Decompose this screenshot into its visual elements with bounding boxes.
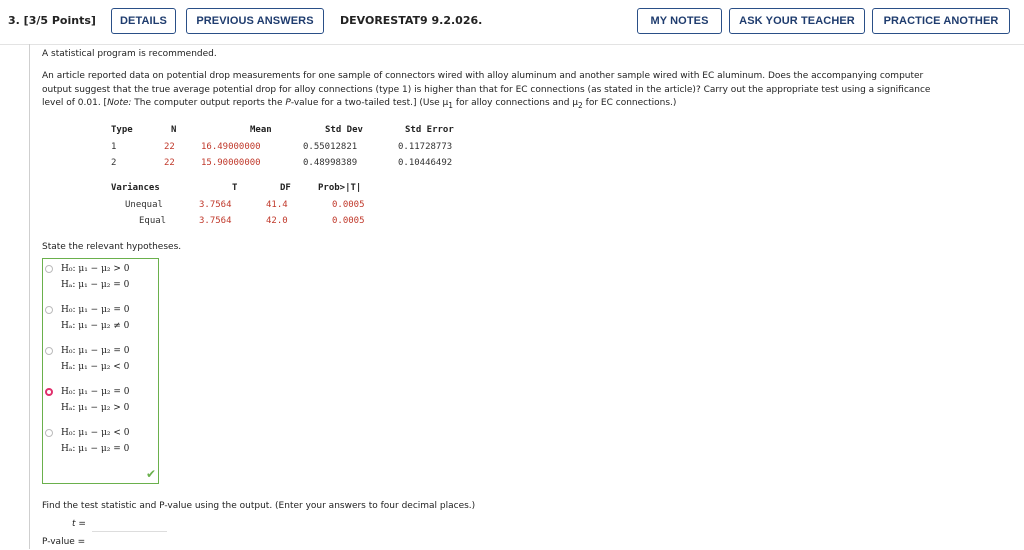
- col-header-prob: Prob>|T|: [318, 183, 362, 193]
- radio-button[interactable]: [45, 265, 53, 273]
- my-notes-button[interactable]: MY NOTES: [637, 8, 722, 34]
- alt-hypothesis: Hₐ: μ₁ − μ₂ ≠ 0: [61, 321, 130, 331]
- t-input[interactable]: [92, 531, 167, 532]
- radio-button[interactable]: [45, 306, 53, 314]
- col-header-std-dev: Std Dev: [325, 125, 363, 135]
- null-hypothesis: H₀: μ₁ − μ₂ = 0: [61, 387, 130, 397]
- table-cell: 3.7564: [199, 216, 232, 226]
- table-cell: 22: [164, 142, 175, 152]
- col-header-variances: Variances: [111, 183, 160, 193]
- t-label: t =: [72, 519, 86, 529]
- details-button[interactable]: DETAILS: [111, 8, 176, 34]
- radio-button[interactable]: [45, 347, 53, 355]
- col-header-df: DF: [280, 183, 291, 193]
- table-cell: 41.4: [266, 200, 288, 210]
- col-header-t: T: [232, 183, 238, 193]
- col-header-mean: Mean: [250, 125, 272, 135]
- table-cell: 1: [111, 142, 117, 152]
- table-cell: 0.10446492: [398, 158, 453, 168]
- pvalue-label: P-value =: [42, 537, 86, 547]
- hypotheses-prompt: State the relevant hypotheses.: [42, 242, 182, 252]
- alt-hypothesis: Hₐ: μ₁ − μ₂ = 0: [61, 444, 130, 454]
- prompt-text: -value for a two-tailed test.] (Use μ: [290, 98, 449, 108]
- intro-text: A statistical program is recommended.: [42, 49, 217, 59]
- table-cell: Equal: [139, 216, 167, 226]
- prompt-line-3: [42, 97, 1017, 112]
- col-header-std-error: Std Error: [405, 125, 454, 135]
- table-cell: 0.55012821: [303, 142, 358, 152]
- subscript: 1: [448, 100, 454, 110]
- col-header-n: N: [171, 125, 177, 135]
- prompt-line-1: An article reported data on potential drop measurements for one sample of connectors wired with alloy aluminum and another sample wired with EC aluminum. Does the accompanying computer: [42, 71, 924, 81]
- question-prompt: [42, 70, 1017, 112]
- null-hypothesis: H₀: μ₁ − μ₂ < 0: [61, 428, 130, 438]
- table-cell: 0.0005: [332, 216, 365, 226]
- find-prompt: Find the test statistic and P-value using the output. (Enter your answers to four decimal places.): [42, 501, 476, 511]
- practice-another-button[interactable]: PRACTICE ANOTHER: [872, 8, 1010, 34]
- table-cell: 42.0: [266, 216, 288, 226]
- table-cell: 0.0005: [332, 200, 365, 210]
- previous-answers-button[interactable]: PREVIOUS ANSWERS: [186, 8, 324, 34]
- correct-check-icon: ✔: [146, 467, 157, 481]
- prompt-text: for EC connections.): [582, 98, 677, 108]
- question-header: [0, 0, 1024, 45]
- null-hypothesis: H₀: μ₁ − μ₂ = 0: [61, 346, 130, 356]
- prompt-line-2: output suggest that the true average potential drop for alloy connections (type 1) is higher than that for EC connections (as stated in the article)? Carry out the appropriate test using a significance: [42, 84, 931, 95]
- hypotheses-options: [42, 258, 159, 484]
- prompt-text: level of 0.01. [: [42, 98, 108, 108]
- table-cell: 3.7564: [199, 200, 232, 210]
- null-hypothesis: H₀: μ₁ − μ₂ = 0: [61, 305, 130, 315]
- radio-button[interactable]: [45, 429, 53, 437]
- alt-hypothesis: Hₐ: μ₁ − μ₂ < 0: [61, 362, 130, 372]
- alt-hypothesis: Hₐ: μ₁ − μ₂ > 0: [61, 403, 130, 413]
- question-number: 3. [3/5 Points]: [8, 14, 96, 27]
- subscript: 2: [578, 100, 583, 110]
- question-body: [29, 44, 1024, 549]
- table-cell: 16.49000000: [201, 142, 261, 152]
- table-cell: 2: [111, 158, 117, 168]
- prompt-text: for alloy connections and μ: [453, 98, 579, 108]
- question-code: DEVORESTAT9 9.2.026.: [340, 14, 483, 27]
- note-label: Note:: [107, 98, 132, 108]
- p-symbol: P: [285, 98, 291, 108]
- null-hypothesis: H₀: μ₁ − μ₂ > 0: [61, 264, 130, 274]
- table-cell: 22: [164, 158, 175, 168]
- table-cell: Unequal: [125, 200, 163, 210]
- table-cell: 0.48998389: [303, 158, 358, 168]
- table-cell: 15.90000000: [201, 158, 261, 168]
- radio-button-selected[interactable]: [45, 388, 53, 396]
- ask-teacher-button[interactable]: ASK YOUR TEACHER: [729, 8, 865, 34]
- prompt-text: The computer output reports the: [131, 98, 286, 108]
- col-header-type: Type: [111, 125, 133, 135]
- alt-hypothesis: Hₐ: μ₁ − μ₂ = 0: [61, 280, 130, 290]
- table-cell: 0.11728773: [398, 142, 453, 152]
